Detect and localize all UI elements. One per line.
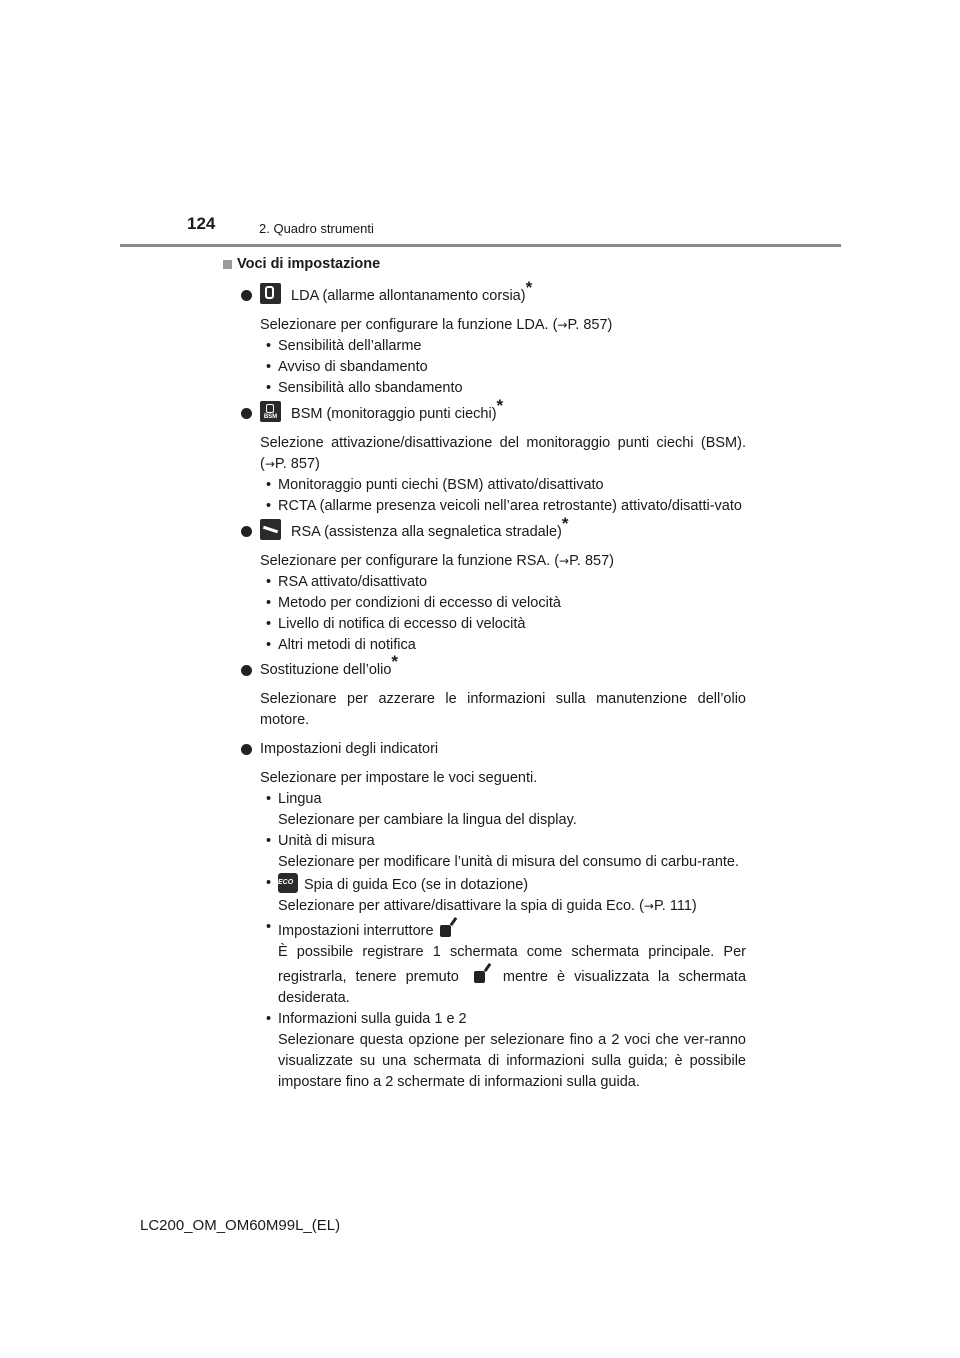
arrow-icon: → <box>264 457 275 471</box>
arrow-icon: → <box>643 899 654 913</box>
bsm-icon: BSM <box>260 401 281 422</box>
switch-icon <box>438 917 460 941</box>
list-item-desc: È possibile registrare 1 schermata come schermata principale. Per registrarla, tenere premuto mentre è visualizzata la schermata desiderata. <box>278 944 747 1006</box>
item-bsm <box>222 396 746 517</box>
eco-icon: • ECO <box>278 873 298 893</box>
page-number: 124 <box>187 214 216 233</box>
list-item: • ECO Spia di guida Eco (se in dotazione) Selezionare per attivare/disattivare la spia di guida Eco. (→P. 111) <box>260 873 746 917</box>
list-item-desc: Selezionare per attivare/disattivare la spia di guida Eco. (→P. 111) <box>278 898 697 914</box>
item-rsa <box>222 514 746 656</box>
section-heading <box>222 254 746 275</box>
arrow-icon: → <box>557 318 568 332</box>
list-item: • Informazioni sulla guida 1 e 2 Selezionare questa opzione per selezionare fino a 2 voci che ver-ranno visualizzate su una schermata di informazioni sulla guida; è possibile impostare fino a 2 schermate di informazioni sulla guida. <box>260 1009 746 1093</box>
list-item: • Altri metodi di notifica <box>260 635 746 656</box>
gauges-title: Impostazioni degli indicatori <box>260 741 439 757</box>
bullet-dot-icon <box>241 744 252 755</box>
arrow-icon: → <box>559 554 570 568</box>
footnote-star: * <box>525 278 533 297</box>
item-gauges <box>222 737 746 1093</box>
list-item-desc: Selezionare per modificare l’unità di misura del consumo di carbu-rante. <box>278 854 740 870</box>
gauges-list <box>222 789 746 1093</box>
footnote-star: * <box>496 396 504 415</box>
list-item: • Impostazioni interruttore È possibile registrare 1 schermata come schermata principale. Per registrarla, tenere premuto mentre è visualizzata la schermata desiderata. <box>260 917 746 1009</box>
bsm-title: BSM (monitoraggio punti ciechi) <box>291 406 497 422</box>
lda-title: LDA (allarme allontanamento corsia) <box>291 288 526 304</box>
item-lda <box>222 278 746 399</box>
list-item: • Livello di notifica di eccesso di velocità <box>260 614 746 635</box>
rsa-description: Selezionare per configurare la funzione RSA. (→P. 857) <box>260 553 614 569</box>
rsa-title: RSA (assistenza alla segnaletica stradale) <box>291 524 562 540</box>
heading-text: Voci di impostazione <box>237 256 381 272</box>
list-item: • Metodo per condizioni di eccesso di velocità <box>260 593 746 614</box>
bullet-dot-icon <box>241 290 252 301</box>
rsa-list <box>222 572 746 656</box>
header-rule <box>120 244 841 247</box>
rsa-icon <box>260 519 281 540</box>
item-oil <box>222 652 746 731</box>
lda-description: Selezionare per configurare la funzione LDA. (→P. 857) <box>260 317 613 333</box>
footnote-star: * <box>391 652 399 671</box>
bullet-dot-icon <box>241 408 252 419</box>
list-item: • Lingua Selezionare per cambiare la lingua del display. <box>260 789 746 831</box>
list-item: • Sensibilità allo sbandamento <box>260 378 746 399</box>
list-item-desc: Selezionare per cambiare la lingua del display. <box>278 812 577 828</box>
list-item: • RCTA (allarme presenza veicoli nell’area retrostante) attivato/disatti-vato <box>260 496 746 517</box>
list-item: • RSA attivato/disattivato <box>260 572 746 593</box>
switch-icon <box>472 963 494 987</box>
list-item-desc: Selezionare questa opzione per selezionare fino a 2 voci che ver-ranno visualizzate su una schermata di informazioni sulla guida; è possibile impostare fino a 2 schermate di informazioni sulla guida. <box>278 1032 746 1090</box>
footnote-star: * <box>561 514 569 533</box>
bullet-dot-icon <box>241 665 252 676</box>
list-item: • Unità di misura Selezionare per modificare l’unità di misura del consumo di carbu-rante. <box>260 831 746 873</box>
oil-description: Selezionare per azzerare le informazioni sulla manutenzione dell’olio motore. <box>260 691 746 728</box>
bsm-description: Selezione attivazione/disattivazione del monitoraggio punti ciechi (BSM). (→P. 857) <box>260 435 746 472</box>
bullet-dot-icon <box>241 526 252 537</box>
square-bullet-icon <box>223 260 232 269</box>
page-content <box>222 254 746 1093</box>
gauges-description: Selezionare per impostare le voci seguenti. <box>260 770 538 786</box>
list-item: • Monitoraggio punti ciechi (BSM) attivato/disattivato <box>260 475 746 496</box>
lda-list <box>222 336 746 399</box>
bsm-list <box>222 475 746 517</box>
list-item: • Sensibilità dell’allarme <box>260 336 746 357</box>
footer-code: LC200_OM_OM60M99L_(EL) <box>140 1217 341 1234</box>
section-title: 2. Quadro strumenti <box>259 221 374 236</box>
oil-title: Sostituzione dell’olio <box>260 662 392 678</box>
lda-icon <box>260 283 281 304</box>
list-item: • Avviso di sbandamento <box>260 357 746 378</box>
